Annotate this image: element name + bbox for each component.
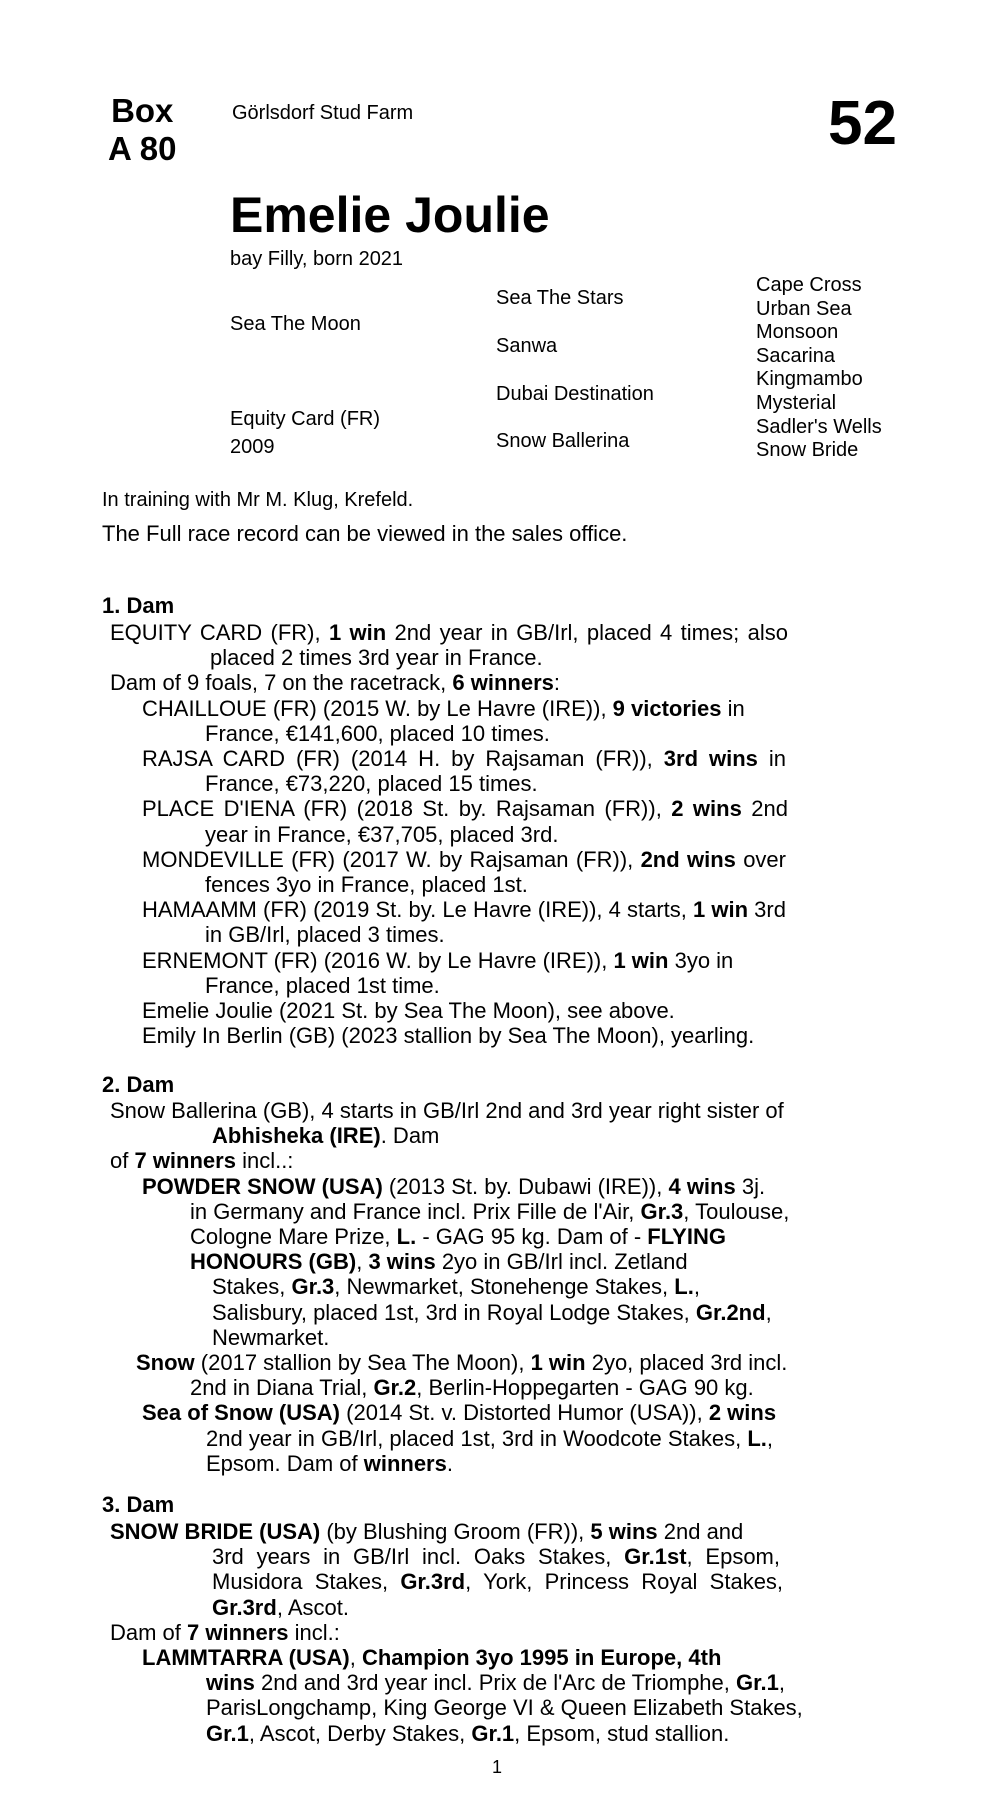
bold-text: Gr.2 [373,1375,417,1401]
text: ParisLongchamp, King George VI & Queen Elizabeth Stakes, [206,1695,803,1721]
text: . [446,1450,453,1476]
bold-text: LAMMTARRA (USA) [142,1645,350,1670]
text: France, placed 1st time. [205,972,440,998]
text: Newmarket. [212,1324,330,1350]
pedigree-gg: Urban Sea [756,297,852,320]
dam3-line [212,1595,349,1621]
dam2-line [142,1174,765,1200]
box-label-line1: Box [111,92,174,129]
bold-text: Abhisheka (IRE) [212,1123,381,1149]
dam2-line [190,1375,754,1401]
bold-text: wins [206,1670,255,1696]
dam3-line [206,1721,729,1747]
text: , Newmarket, Stonehenge Stakes, [334,1274,675,1300]
text: placed 2 times 3rd year in France. [210,645,543,671]
text: 2nd [741,796,788,822]
dam3-line [142,1645,721,1671]
pedigree-dam-sire: Dubai Destination [496,383,654,405]
horse-name: Emelie Joulie [230,187,550,243]
text: year in France, €37,705, placed 3rd. [205,821,559,847]
text: France, €73,220, placed 15 times. [205,771,538,797]
trainer-note: In training with Mr M. Klug, Krefeld. [102,489,414,511]
text: , York, Princess Royal Stakes, [465,1569,784,1595]
bold-text: Gr.1 [736,1670,779,1696]
bold-text: Snow [136,1350,195,1375]
text: EQUITY CARD (FR), [110,620,329,645]
consignor: Görlsdorf Stud Farm [232,102,414,124]
bold-text: 6 winners [452,670,554,696]
dam1-line [110,670,560,696]
text: , Epsom, stud stallion. [514,1720,730,1746]
text: 2nd and [657,1519,744,1544]
bold-text: Sea of Snow (USA) [142,1400,341,1426]
text: Dam of 9 foals, 7 on the racetrack, [110,670,453,696]
text: , [766,1425,774,1451]
dam2-line [212,1123,439,1149]
text: 3j. [735,1173,766,1199]
text: (2014 St. v. Distorted Humor (USA)), [340,1400,709,1426]
text: fences 3yo in France, placed 1st. [205,872,528,897]
bold-text: 1 win [328,620,387,645]
text: incl.: [288,1619,340,1645]
dam1-line [142,696,745,722]
text: , Ascot, Derby Stakes, [248,1720,472,1746]
dam3-line [212,1569,783,1595]
dam2-line [110,1148,293,1174]
dam2-line [190,1199,789,1225]
dam1-line [205,922,445,948]
text: Emily In Berlin (GB) (2023 stallion by Sea The Moon), yearling. [142,1023,755,1049]
dam2-line [212,1274,700,1300]
text: . Dam [380,1123,440,1149]
bold-text: SNOW BRIDE (USA) [110,1519,321,1544]
bold-text: Gr.3rd [400,1569,466,1595]
text: , Berlin-Hoppegarten - GAG 90 kg. [416,1375,754,1401]
bold-text: 1 win [693,897,749,923]
text: - GAG 95 kg. Dam of - [416,1224,648,1249]
text: in GB/Irl, placed 3 times. [205,922,445,948]
dam1-line [142,796,788,822]
page-number: 1 [492,1757,503,1777]
dam2-line [206,1426,773,1452]
pedigree-great-grandparents [756,274,882,463]
text: Epsom. Dam of [206,1450,364,1476]
bold-text: Gr.1st [624,1544,687,1570]
bold-text: FLYING [647,1224,726,1249]
pedigree-gg: Snow Bride [756,439,859,462]
box-label-line2: A 80 [108,130,177,167]
pedigree-sire-sire: Sea The Stars [496,287,624,309]
text: 2nd and 3rd year incl. Prix de l'Arc de Triomphe, [254,1670,737,1696]
text: 2yo, placed 3rd incl. [585,1350,788,1375]
dam2-line [190,1249,688,1275]
bold-text: 2 wins [671,796,742,822]
pedigree-gg: Sadler's Wells [756,415,882,438]
text: , Epsom, [686,1544,780,1570]
horse-description: bay Filly, born 2021 [230,248,404,270]
dam3-line [206,1695,803,1721]
text: Cologne Mare Prize, [190,1224,397,1249]
bold-text: Champion 3yo 1995 in Europe, 4th [361,1645,722,1670]
bold-text: 2nd wins [640,846,736,872]
dam2-heading: 2. Dam [102,1072,175,1097]
text: (by Blushing Groom (FR)), [320,1519,591,1544]
box-label [108,92,176,168]
dam1-line [142,897,786,923]
bold-text: 3rd wins [663,746,758,771]
bold-text: Gr.3 [640,1198,684,1224]
dam1-line [205,872,528,898]
text: Musidora Stakes, [212,1569,401,1595]
dam2-line [190,1224,726,1250]
bold-text: 5 wins [590,1519,658,1544]
dam2-line [212,1300,772,1326]
bold-text: 4 wins [668,1173,736,1199]
text: MONDEVILLE (FR) (2017 W. by Rajsaman (FR)), [142,846,641,872]
text: (2013 St. by. Dubawi (IRE)), [382,1173,669,1199]
dam1-line [205,721,550,747]
pedigree-dam-year: 2009 [230,436,275,458]
text: Emelie Joulie (2021 St. by Sea The Moon), see above. [142,998,675,1023]
dam2-line [136,1350,787,1376]
pedigree-sire: Sea The Moon [230,313,361,335]
dam1-heading: 1. Dam [102,593,175,618]
bold-text: Gr.3 [291,1274,335,1300]
dam2-line [142,1400,776,1426]
text: ERNEMONT (FR) (2016 W. by Le Havre (IRE)), [142,947,614,973]
text: of [110,1148,135,1174]
text: RAJSA CARD (FR) (2014 H. by Rajsaman (FR)), [142,746,664,771]
dam3-line [212,1544,780,1570]
bold-text: POWDER SNOW (USA) [142,1173,383,1199]
text: , [778,1670,785,1696]
text: in [757,746,786,771]
bold-text: Gr.1 [206,1720,249,1746]
text: Dam of [110,1619,188,1645]
bold-text: 1 win [530,1350,586,1375]
text: PLACE D'IENA (FR) (2018 St. by. Rajsaman (FR)), [142,796,672,822]
dam1-line [142,746,786,772]
pedigree-sire-dam: Sanwa [496,335,558,357]
dam2-line [206,1451,453,1477]
dam1-line [110,620,788,646]
text: incl..: [235,1148,294,1174]
bold-text: L. [396,1224,417,1249]
text: 2yo in GB/Irl incl. Zetland [435,1249,688,1275]
dam3-line [110,1519,743,1545]
bold-text: 7 winners [187,1619,289,1645]
bold-text: HONOURS (GB) [190,1249,357,1275]
text: , [356,1249,369,1275]
dam3-heading: 3. Dam [102,1492,175,1517]
text: Snow Ballerina (GB), 4 starts in GB/Irl 2nd and 3rd year right sister of [110,1098,784,1123]
pedigree-gg: Mysterial [756,391,837,414]
dam1-line [205,822,558,848]
bold-text: L. [674,1274,694,1300]
dam1-line [205,771,538,797]
text: in Germany and France incl. Prix Fille de l'Air, [190,1198,641,1224]
text: , [349,1645,362,1670]
text: France, €141,600, placed 10 times. [205,720,550,746]
dam1-line [142,998,675,1024]
dam1-line [142,1023,754,1049]
text: , Ascot. [276,1594,349,1620]
text: CHAILLOUE (FR) (2015 W. by Le Havre (IRE)), [142,695,613,721]
text: in [721,695,745,721]
race-record-note: The Full race record can be viewed in the sales office. [102,521,628,546]
pedigree-gg: Sacarina [756,344,835,367]
text: 3rd years in GB/Irl incl. Oaks Stakes, [212,1544,625,1570]
text: 2nd in Diana Trial, [190,1375,374,1401]
text: 2nd year in GB/Irl, placed 4 times; also [386,620,788,645]
pedigree-dam-dam: Snow Ballerina [496,430,630,452]
text: (2017 stallion by Sea The Moon), [194,1350,531,1375]
text: : [553,670,560,696]
bold-text: Gr.1 [471,1720,515,1746]
pedigree-gg: Cape Cross [756,274,862,296]
bold-text: 2 wins [708,1400,777,1426]
text: over [735,846,786,872]
text: Stakes, [212,1274,292,1300]
dam1-line [210,645,543,671]
text: HAMAAMM (FR) (2019 St. by. Le Havre (IRE)), 4 starts, [142,897,694,923]
dam2-line [110,1098,784,1124]
pedigree-dam: Equity Card (FR) [230,408,381,430]
text: , Toulouse, [683,1198,790,1224]
bold-text: 7 winners [134,1148,236,1174]
dam2-line [212,1325,329,1351]
bold-text: 9 victories [612,695,722,721]
dam1-line [142,847,786,873]
text: 3rd [748,897,786,923]
pedigree-gg: Kingmambo [756,368,863,391]
bold-text: 3 wins [368,1249,436,1275]
dam3-line [206,1670,785,1696]
dam1-line [205,973,440,999]
pedigree-gg: Monsoon [756,321,839,344]
dam1-line [142,948,733,974]
text: Salisbury, placed 1st, 3rd in Royal Lodge Stakes, [212,1299,696,1325]
bold-text: Gr.2nd [695,1299,766,1325]
bold-text: winners [363,1450,447,1476]
dam3-line [110,1620,340,1646]
bold-text: Gr.3rd [212,1594,277,1620]
bold-text: L. [747,1425,767,1451]
lot-number: 52 [828,89,897,158]
text: 3yo in [668,947,734,973]
bold-text: 1 win [613,947,669,973]
text: , [693,1274,700,1300]
text: 2nd year in GB/Irl, placed 1st, 3rd in Woodcote Stakes, [206,1425,748,1451]
text: , [765,1299,772,1325]
